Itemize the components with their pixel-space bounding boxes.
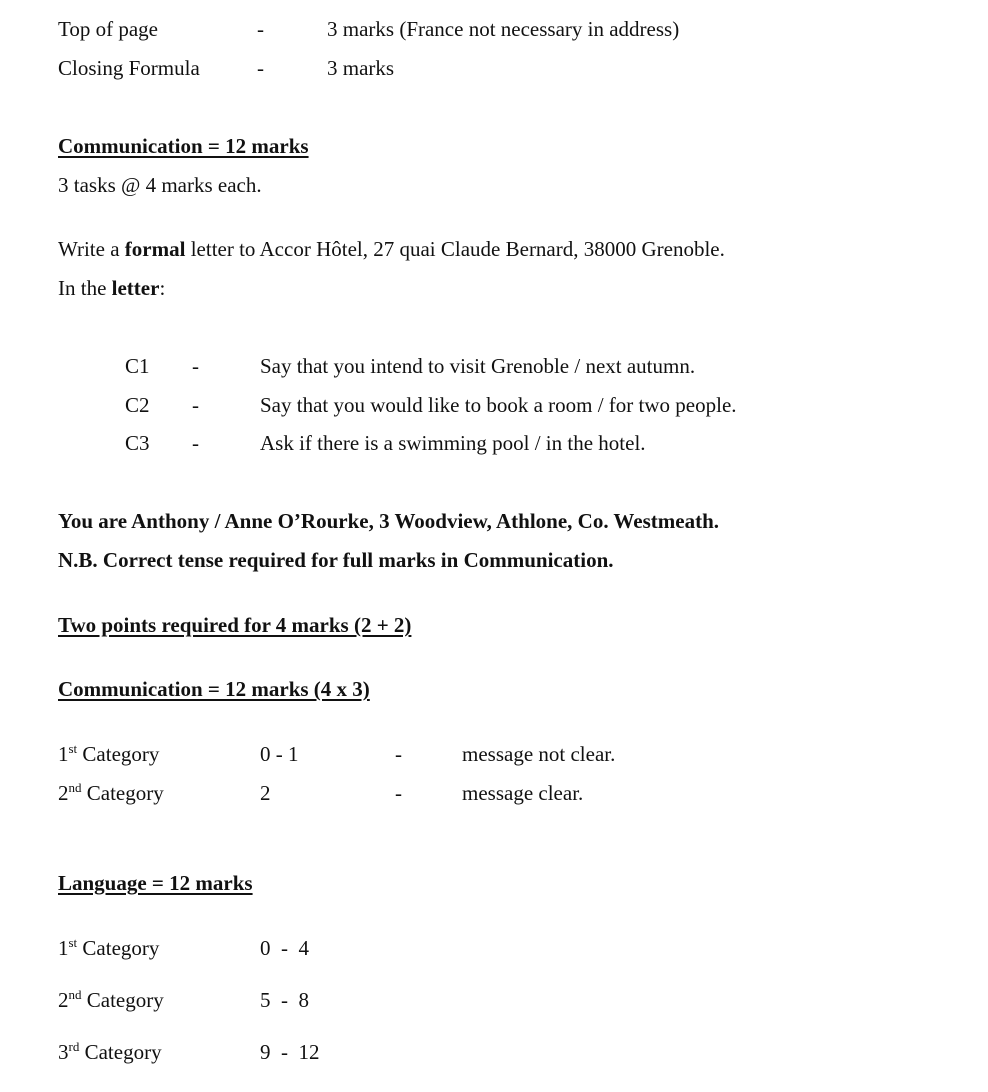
comm-category-dash: - [395, 742, 402, 766]
comm-category-desc: message not clear. [462, 742, 616, 766]
task-text: Ask if there is a swimming pool / in the hotel. [260, 431, 646, 455]
task-dash: - [192, 354, 199, 378]
language-category-label: 3rd Category [58, 1039, 162, 1064]
instruction-bold-word: formal [124, 237, 186, 261]
closing-formula-value: 3 marks [327, 56, 395, 80]
top-of-page-value: 3 marks (France not necessary in address) [327, 17, 680, 41]
instruction-line: Write a formal letter to Accor Hôtel, 27 quai Claude Bernard, 38000 Grenoble. [58, 237, 725, 261]
language-category-label: 2nd Category [58, 987, 164, 1012]
tasks-note: 3 tasks @ 4 marks each. [58, 173, 262, 197]
identity-line: You are Anthony / Anne O’Rourke, 3 Woodview, Athlone, Co. Westmeath. [58, 509, 719, 533]
top-of-page-label: Top of page [58, 17, 158, 41]
task-code: C2 [125, 393, 150, 417]
task-text: Say that you intend to visit Grenoble / next autumn. [260, 354, 696, 378]
language-category-range: 0 - 4 [260, 936, 309, 960]
comm-category-range: 2 [260, 781, 271, 805]
in-the-letter-bold: letter [111, 276, 160, 300]
top-of-page-dash: - [257, 17, 264, 41]
communication-categories-heading: Communication = 12 marks (4 x 3) [58, 677, 370, 701]
nb-line: N.B. Correct tense required for full marks in Communication. [58, 548, 614, 572]
language-category-range: 9 - 12 [260, 1040, 320, 1064]
comm-category-range: 0 - 1 [260, 742, 299, 766]
closing-formula-label: Closing Formula [58, 56, 200, 80]
task-code: C3 [125, 431, 150, 455]
comm-category-desc: message clear. [462, 781, 584, 805]
language-heading: Language = 12 marks [58, 871, 253, 895]
language-category-range: 5 - 8 [260, 988, 309, 1012]
task-text: Say that you would like to book a room / for two people. [260, 393, 737, 417]
closing-formula-dash: - [257, 56, 264, 80]
task-code: C1 [125, 354, 150, 378]
comm-category-dash: - [395, 781, 402, 805]
comm-category-label: 2nd Category [58, 780, 164, 805]
language-category-label: 1st Category [58, 935, 160, 960]
communication-heading: Communication = 12 marks [58, 134, 309, 158]
in-the-letter-line: In the letter: [58, 276, 166, 300]
task-dash: - [192, 393, 199, 417]
task-dash: - [192, 431, 199, 455]
two-points-heading: Two points required for 4 marks (2 + 2) [58, 613, 412, 637]
comm-category-label: 1st Category [58, 741, 160, 766]
